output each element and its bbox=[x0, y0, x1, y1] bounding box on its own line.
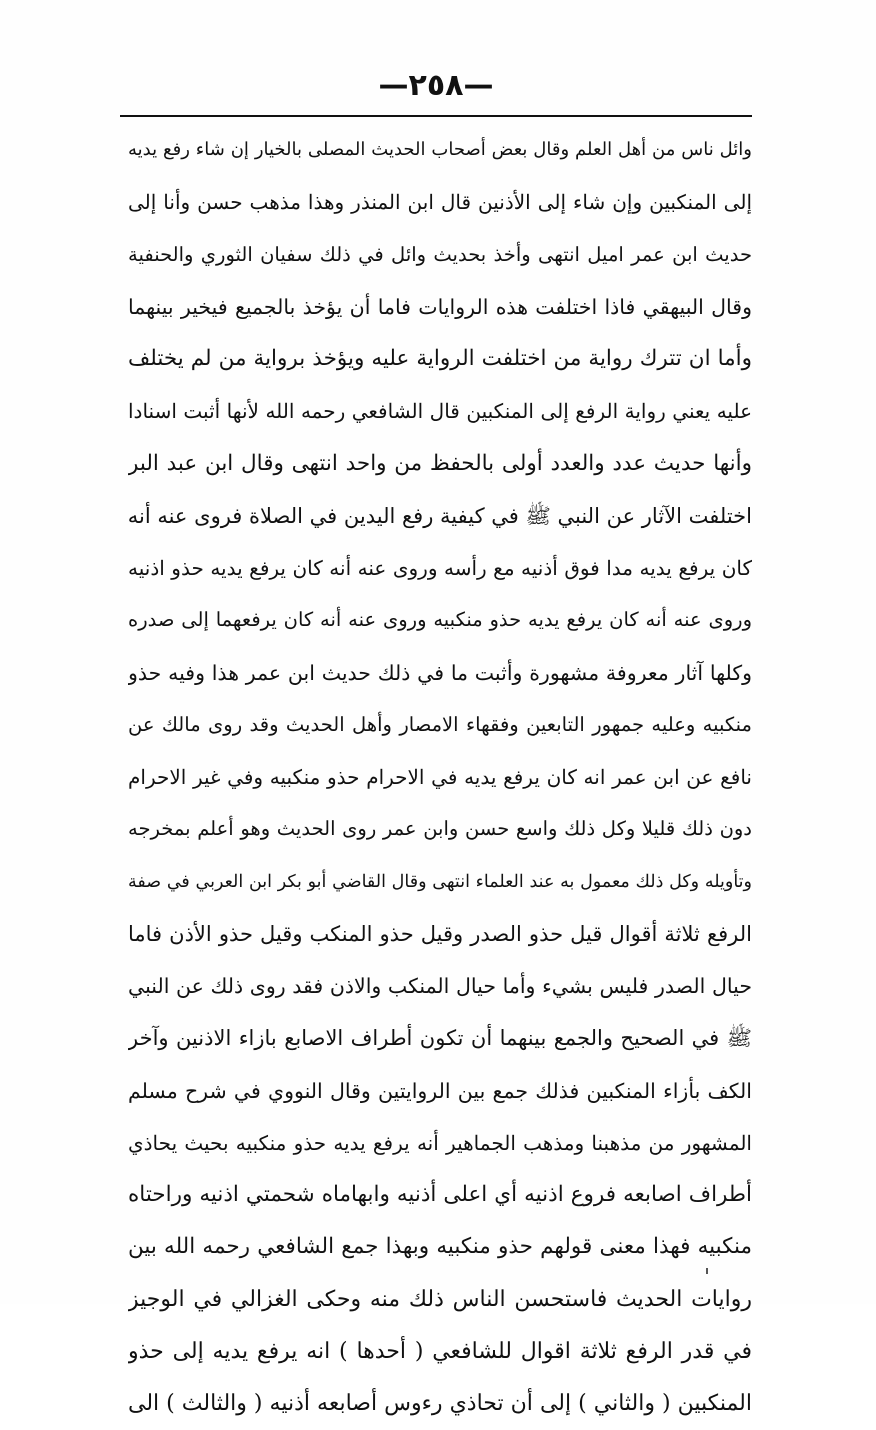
page-number: —٢٥٨— bbox=[378, 68, 494, 103]
text-line: ﷺ في الصحيح والجمع بينهما أن تكون أطراف الاصابع بازاء الاذنين وآخر bbox=[128, 1026, 752, 1051]
text-line: وكلها آثار معروفة مشهورة وأثبت ما في ذلك حديث ابن عمر هذا وفيه حذو bbox=[128, 660, 752, 685]
text-line: وأنها حديث عدد والعدد أولى بالحفظ من واحد انتهى وقال ابن عبد البر bbox=[128, 450, 752, 476]
text-line: اختلفت الآثار عن النبي ﷺ في كيفية رفع اليدين في الصلاة فروى عنه أنه bbox=[128, 503, 752, 528]
text-line: في قدر الرفع ثلاثة اقوال للشافعي ( أحدها ) انه يرفع يديه إلى حذو bbox=[128, 1338, 752, 1364]
text-line: وتأويله وكل ذلك معمول به عند العلماء انتهى وقال القاضي أبو بكر ابن العربي في صفة bbox=[128, 871, 752, 892]
text-line: وأما ان تترك رواية من اختلفت الرواية عليه ويؤخذ برواية من لم يختلف bbox=[128, 346, 752, 371]
text-line: وروى عنه أنه كان يرفع يديه حذو منكبيه وروى عنه أنه كان يرفعهما إلى صدره bbox=[128, 608, 752, 632]
text-line: كان يرفع يديه مدا فوق أذنيه مع رأسه وروى عنه أنه كان يرفع يديه حذو اذنيه bbox=[128, 556, 752, 580]
text-line: وقال البيهقي فاذا اختلفت هذه الروايات فاما أن يؤخذ بالجميع فيخير بينهما bbox=[128, 294, 752, 319]
text-line: منكبيه فهذا معنى قولهم حذو منكبيه وبهذا جمع الشافعي رحمه الله بين bbox=[128, 1234, 752, 1260]
text-line: وائل ناس من أهل العلم وقال بعض أصحاب الحديث المصلى بالخيار إن شاء رفع يديه bbox=[128, 139, 752, 160]
page-header bbox=[120, 66, 752, 110]
text-line: حديث ابن عمر اميل انتهى وأخذ بحديث وائل في ذلك سفيان الثوري والحنفية bbox=[128, 242, 752, 266]
text-line: الكف بأزاء المنكبين فذلك جمع بين الروايتين وقال النووي في شرح مسلم bbox=[128, 1078, 752, 1103]
text-line: المشهور من مذهبنا ومذهب الجماهير أنه يرفع يديه حذو منكبيه بحيث يحاذي bbox=[128, 1130, 752, 1155]
text-line: أطراف اصابعه فروع اذنيه أي اعلى أذنيه وابهاماه شحمتي اذنيه وراحتاه bbox=[128, 1182, 752, 1207]
text-line: إلى المنكبين وإن شاء إلى الأذنين قال ابن المنذر وهذا مذهب حسن وأنا إلى bbox=[128, 190, 752, 215]
text-line: روايات الحديث فاستحسن الناس ذلك منه وحكى الغزالي في الوجيز bbox=[128, 1286, 752, 1312]
text-line: دون ذلك قليلا وكل ذلك واسع حسن وابن عمر روى الحديث وهو أعلم بمخرجه bbox=[128, 817, 752, 841]
ink-speck bbox=[706, 1268, 708, 1274]
text-line: الرفع ثلاثة أقوال قيل حذو الصدر وقيل حذو المنكب وقيل حذو الأذن فاما bbox=[128, 921, 752, 946]
text-line: المنكبين ( والثاني ) إلى أن تحاذي رءوس أصابعه أذنيه ( والثالث ) الى bbox=[128, 1391, 752, 1416]
header-rule bbox=[120, 115, 752, 117]
text-line: حيال الصدر فليس بشيء وأما حيال المنكب والاذن فقد روى ذلك عن النبي bbox=[128, 974, 752, 998]
text-line: نافع عن ابن عمر انه كان يرفع يديه في الاحرام حذو منكبيه وفي غير الاحرام bbox=[128, 765, 752, 789]
text-line: منكبيه وعليه جمهور التابعين وفقهاء الامصار وأهل الحديث وقد روى مالك عن bbox=[128, 712, 752, 736]
text-line: عليه يعني رواية الرفع إلى المنكبين قال الشافعي رحمه الله لأنها أثبت اسنادا bbox=[128, 399, 752, 424]
body-text bbox=[128, 124, 752, 1430]
